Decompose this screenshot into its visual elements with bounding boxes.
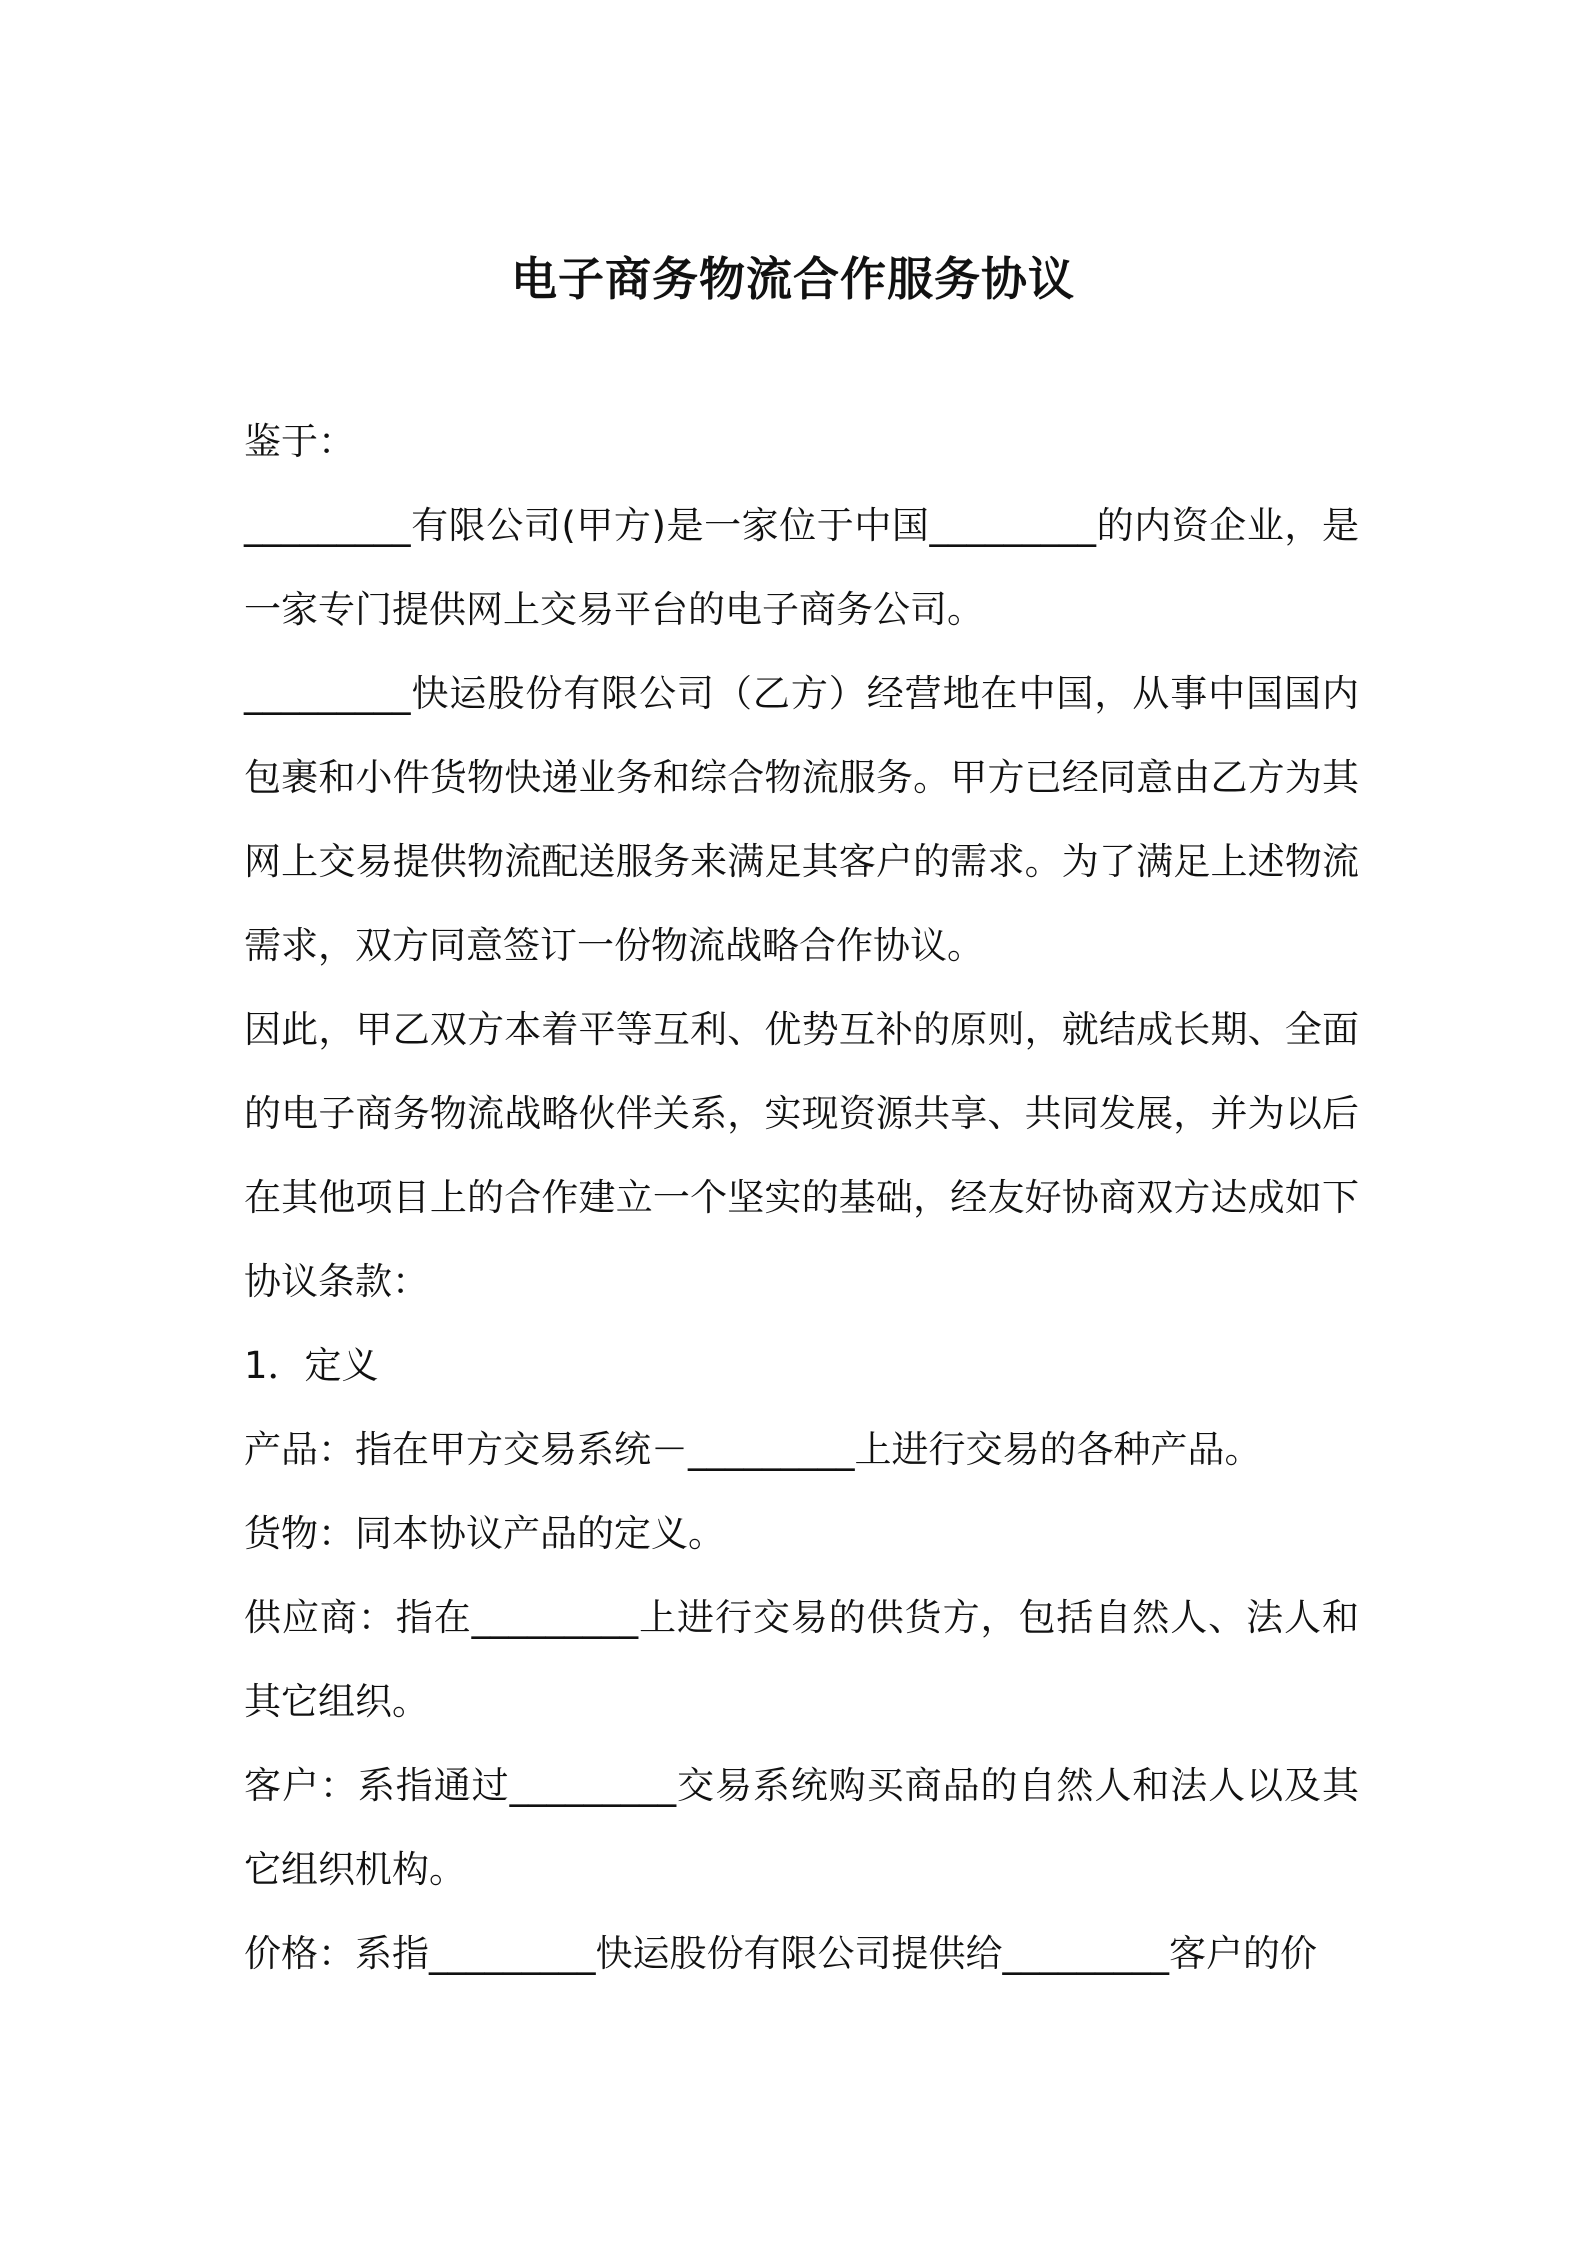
document-title: 电子商务物流合作服务协议 — [511, 251, 1075, 306]
paragraph-party-b: _________快运股份有限公司（乙方）经营地在中国，从事中国国内包裹和小件货物快递业务和综合物流服务。甲方已经同意由乙方为其网上交易提供物流配送服务来满足其客户的需求。为了满足上述物流需求，双方同意签订一份物流战略合作协议。 — [244, 672, 1359, 967]
document-body — [244, 400, 1359, 1996]
definition-supplier: 供应商：指在_________上进行交易的供货方，包括自然人、法人和其它组织。 — [244, 1596, 1359, 1723]
paragraph-party-a: _________有限公司(甲方)是一家位于中国_________的内资企业，是一家专门提供网上交易平台的电子商务公司。 — [244, 504, 1359, 631]
definition-product: 产品：指在甲方交易系统－_________上进行交易的各种产品。 — [244, 1428, 1262, 1471]
section-heading-definitions: 1．定义 — [244, 1344, 379, 1387]
paragraph-whereas: 鉴于： — [244, 420, 355, 463]
definition-goods: 货物：同本协议产品的定义。 — [244, 1512, 725, 1555]
definition-customer: 客户：系指通过_________交易系统购买商品的自然人和法人以及其它组织机构。 — [244, 1764, 1359, 1891]
paragraph-therefore: 因此，甲乙双方本着平等互利、优势互补的原则，就结成长期、全面的电子商务物流战略伙伴关系，实现资源共享、共同发展，并为以后在其他项目上的合作建立一个坚实的基础，经友好协商双方达成如下协议条款： — [244, 1008, 1359, 1303]
definition-price: 价格：系指_________快运股份有限公司提供给_________客户的价 — [244, 1932, 1317, 1975]
